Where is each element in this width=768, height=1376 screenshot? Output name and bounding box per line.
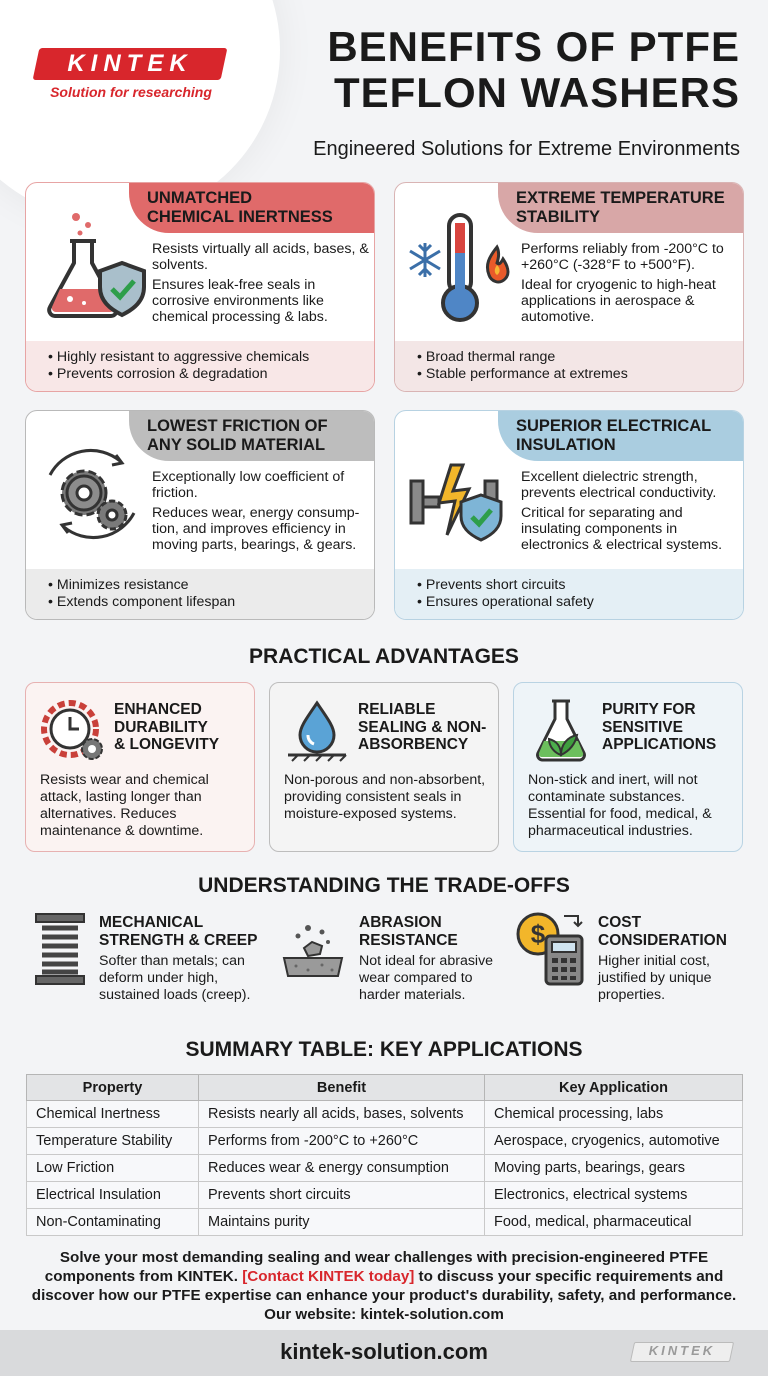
table-cell: Low Friction (27, 1155, 199, 1182)
cta-text: Solve your most demanding sealing and wear challenges with precision-engineered PTFE components from KINTEK. (44, 1249, 709, 1285)
table-row (27, 1182, 743, 1209)
page-subtitle: Engineered Solutions for Extreme Environments (313, 138, 740, 160)
cta-text: to discuss your specific requirements and discover how our PTFE expertise can enhance your product's durability, safety, and performance. (31, 1268, 737, 1304)
table-row (27, 1128, 743, 1155)
lightning-shield-icon (405, 435, 517, 553)
thermometer-icon (405, 207, 517, 325)
contact-link[interactable]: [Contact KINTEK today] (242, 1268, 415, 1285)
benefit-card-temperature (394, 182, 744, 392)
table-cell: Reduces wear & energy consumption (199, 1155, 485, 1182)
clock-gear-icon (40, 697, 106, 763)
table-cell: Moving parts, bearings, gears (485, 1155, 743, 1182)
advantage-title: RELIABLE SEALING & NON- ABSORBENCY (358, 701, 487, 753)
benefit-card-friction (25, 410, 375, 620)
benefit-bullets: • Highly resistant to aggressive chemicals • Prevents corrosion & degradation (26, 341, 374, 391)
spring-icon (34, 912, 86, 986)
flask-shield-icon (36, 207, 148, 325)
column-header: Property (27, 1075, 199, 1101)
column-header: Key Application (485, 1075, 743, 1101)
tradeoff-description: Not ideal for abrasive wear compared to harder materials. (359, 953, 494, 1003)
tradeoff-description: Higher initial cost, justified by unique properties. (598, 953, 712, 1003)
table-cell: Prevents short circuits (199, 1182, 485, 1209)
benefit-bullets: • Broad thermal range • Stable performance at extremes (395, 341, 743, 391)
table-cell: Chemical processing, labs (485, 1101, 743, 1128)
tradeoff-title: COST CONSIDERATION (598, 914, 727, 949)
website-url[interactable]: kintek-solution.com (280, 1339, 488, 1364)
benefit-title: UNMATCHED CHEMICAL INERTNESS (129, 183, 374, 233)
advantage-title: PURITY FOR SENSITIVE APPLICATIONS (602, 701, 717, 753)
benefit-description: Resists virtually all acids, bases, & solvents. Ensures leak-free seals in corrosive environments like chemical processing & labs. (152, 241, 369, 325)
table-cell: Maintains purity (199, 1209, 485, 1236)
benefit-bullets: • Prevents short circuits • Ensures operational safety (395, 569, 743, 619)
advantage-card-purity (513, 682, 743, 852)
advantage-description: Non-porous and non-absorbent, providing consistent seals in moisture-exposed systems. (284, 772, 486, 822)
advantage-card-durability (25, 682, 255, 852)
water-drop-icon (284, 697, 350, 763)
svg-text:$: $ (530, 919, 546, 949)
title-line-2: TEFLON WASHERS (333, 69, 740, 116)
advantage-description: Resists wear and chemical attack, lasting longer than alternatives. Reduces maintenance & downtime. (40, 772, 209, 839)
benefit-description: Performs reliably from -200°C to +260°C (-328°F to +500°F). Ideal for cryogenic to high-heat applications in aerospace & automotive. (521, 241, 724, 325)
benefit-title: SUPERIOR ELECTRICAL INSULATION (498, 411, 743, 461)
table-cell: Electronics, electrical systems (485, 1182, 743, 1209)
table-cell: Chemical Inertness (27, 1101, 199, 1128)
tradeoffs-heading: UNDERSTANDING THE TRADE-OFFS (198, 874, 570, 897)
benefit-title: LOWEST FRICTION OF ANY SOLID MATERIAL (129, 411, 374, 461)
table-cell: Resists nearly all acids, bases, solvents (199, 1101, 485, 1128)
table-row (27, 1209, 743, 1236)
table-cell: Non-Contaminating (27, 1209, 199, 1236)
footer-cta (20, 1248, 748, 1324)
table-cell: Temperature Stability (27, 1128, 199, 1155)
benefit-bullets: • Minimizes resistance • Extends component lifespan (26, 569, 374, 619)
advantage-card-sealing (269, 682, 499, 852)
website-line: Our website: kintek-solution.com (264, 1306, 504, 1323)
benefit-title: EXTREME TEMPERATURE STABILITY (498, 183, 743, 233)
abrasion-icon (278, 920, 348, 980)
tradeoff-description: Softer than metals; can deform under high, sustained loads (creep). (99, 953, 251, 1003)
benefit-description: Excellent dielectric strength, prevents electrical conductivity. Critical for separating and insulating components in electronics & electrical systems. (521, 469, 723, 553)
page-title (270, 24, 740, 116)
summary-table (26, 1074, 743, 1236)
benefit-card-insulation (394, 410, 744, 620)
gears-icon (36, 435, 148, 553)
tradeoff-title: MECHANICAL STRENGTH & CREEP (99, 914, 258, 949)
flask-leaf-icon (528, 697, 594, 763)
table-row (27, 1101, 743, 1128)
title-line-1: BENEFITS OF PTFE (327, 23, 740, 70)
benefit-card-chemical (25, 182, 375, 392)
table-cell: Food, medical, pharmaceutical (485, 1209, 743, 1236)
footer-logo: KINTEK (648, 1343, 716, 1358)
table-row (27, 1155, 743, 1182)
coin-calculator-icon (516, 910, 588, 988)
advantage-description: Non-stick and inert, will not contaminate substances. Essential for food, medical, & pharmaceutical industries. (528, 772, 712, 839)
practical-heading: PRACTICAL ADVANTAGES (249, 645, 519, 668)
kintek-logo: KINTEK (67, 50, 193, 77)
summary-heading: SUMMARY TABLE: KEY APPLICATIONS (185, 1038, 583, 1061)
table-cell: Electrical Insulation (27, 1182, 199, 1209)
column-header: Benefit (199, 1075, 485, 1101)
table-cell: Performs from -200°C to +260°C (199, 1128, 485, 1155)
table-cell: Aerospace, cryogenics, automotive (485, 1128, 743, 1155)
table-header-row (27, 1075, 743, 1101)
logo-tagline: Solution for researching (50, 84, 212, 100)
advantage-title: ENHANCED DURABILITY & LONGEVITY (114, 701, 220, 753)
tradeoff-title: ABRASION RESISTANCE (359, 914, 458, 949)
benefit-description: Exceptionally low coefficient of friction. Reduces wear, energy consump-tion, and improves efficiency in moving parts, bearings, & gears. (152, 469, 360, 553)
